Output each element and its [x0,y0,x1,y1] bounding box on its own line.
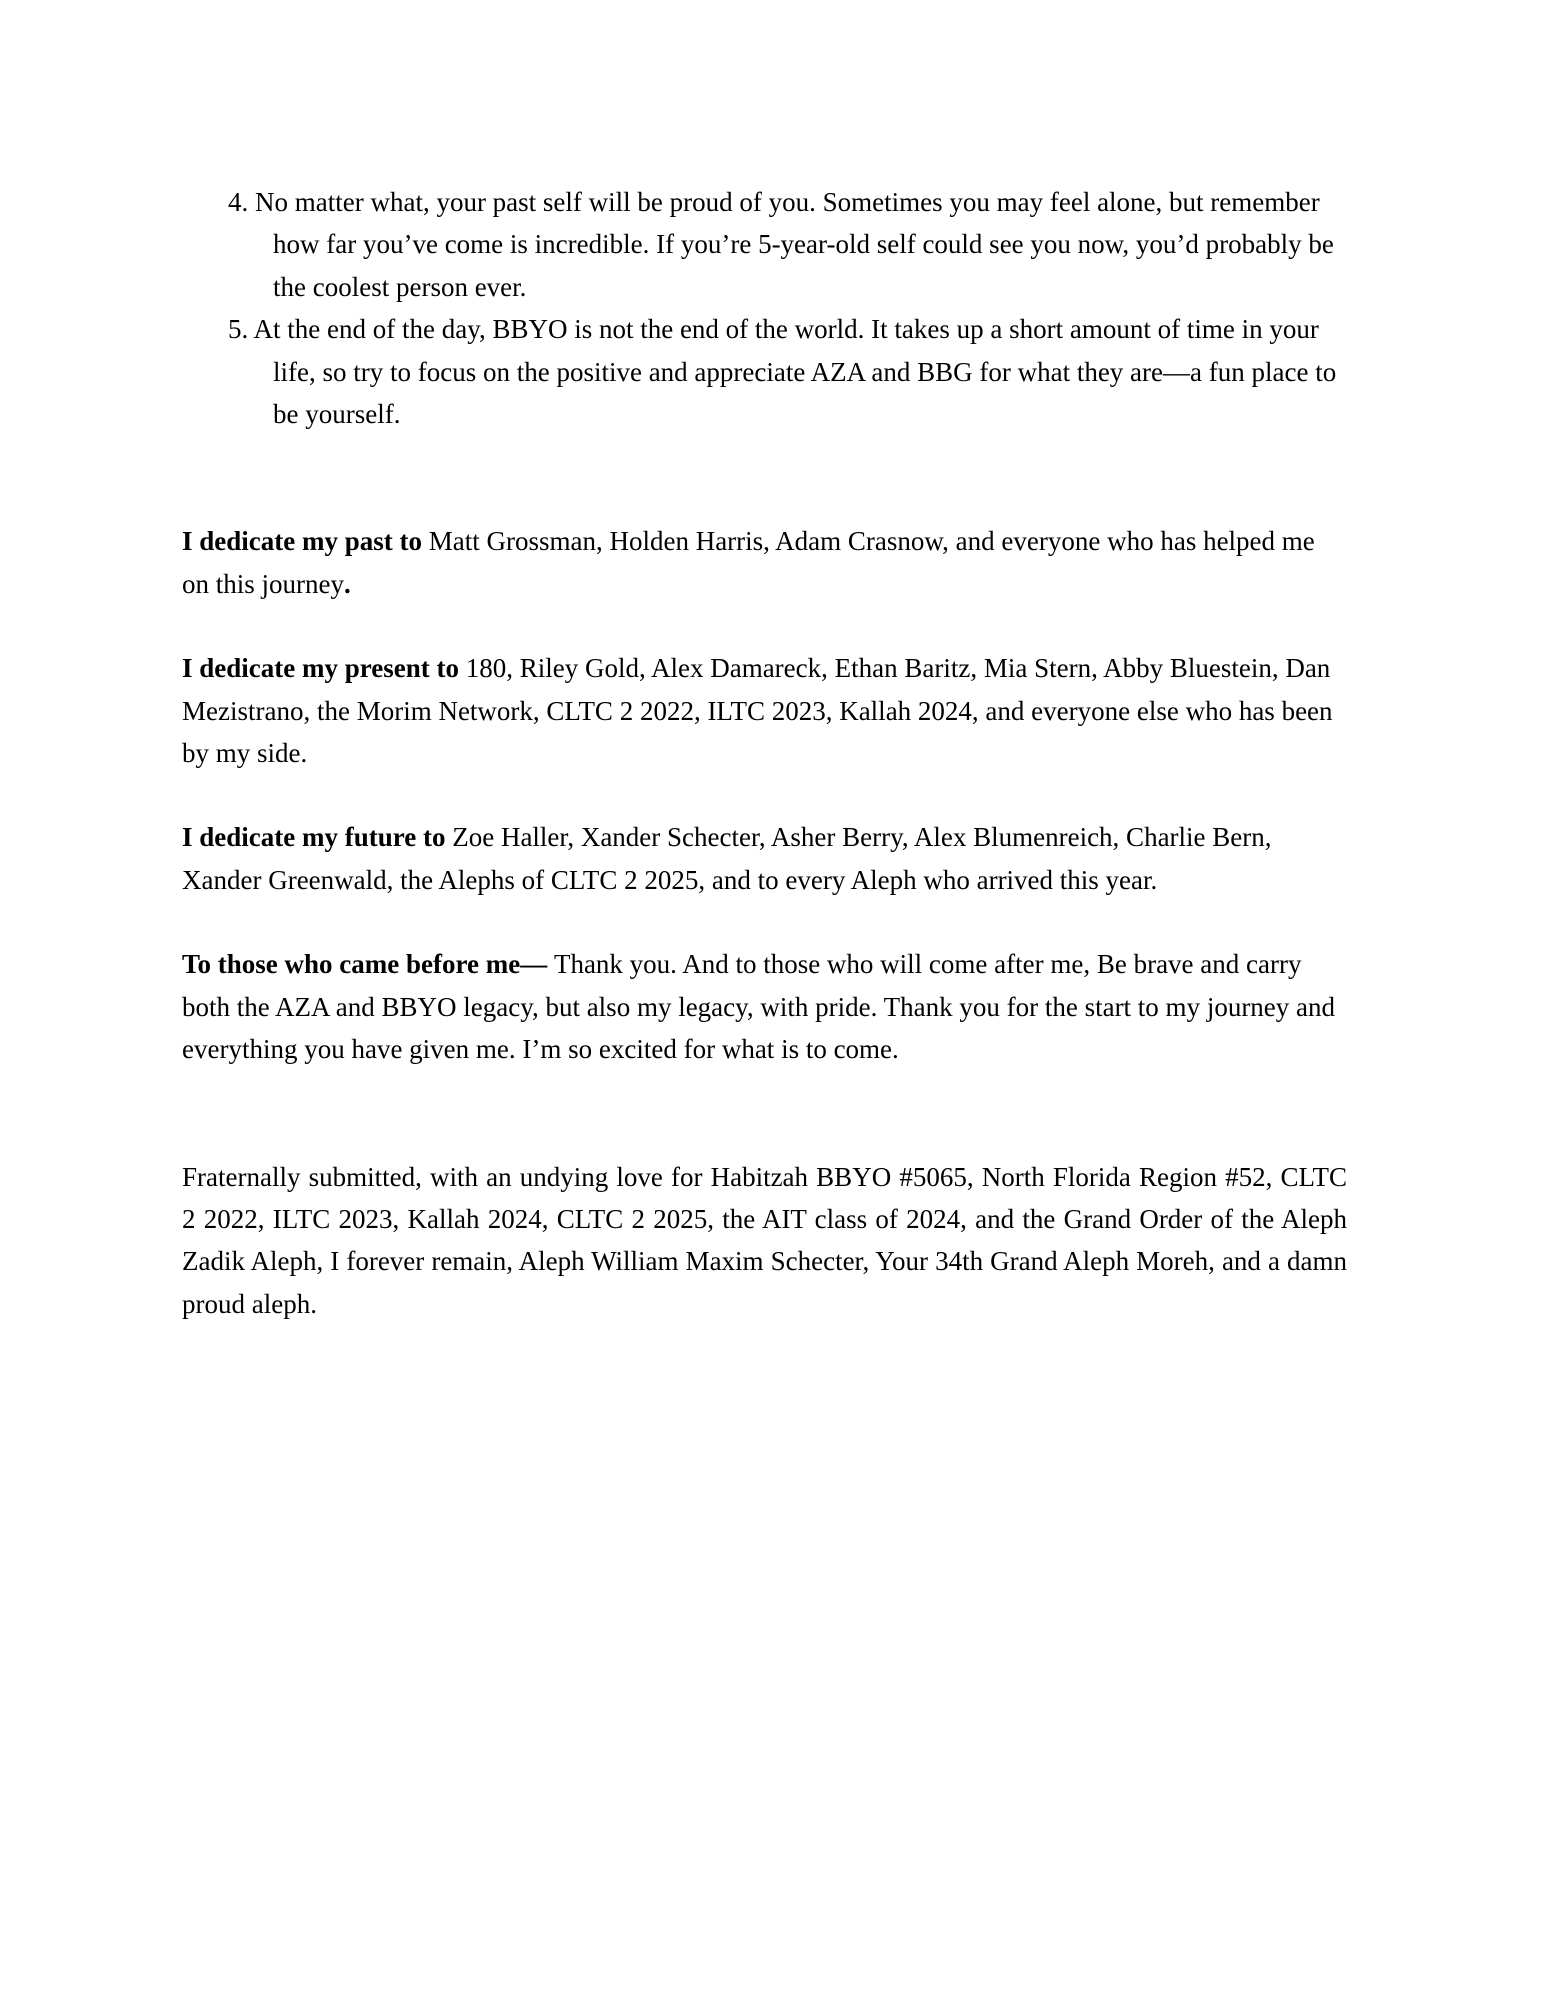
numbered-list [182,181,1347,435]
paragraph-text: Matt Grossman, Holden Harris, Adam Crasnow, and everyone who has helped me on this journey [182,526,1315,599]
paragraph [182,520,1347,605]
list-item [182,181,1347,308]
paragraph-bold-text: . [344,568,351,599]
paragraph-bold-text: I dedicate my past to [182,526,429,557]
paragraph [182,647,1347,774]
paragraph [182,1156,1347,1326]
paragraph [182,943,1347,1070]
paragraph-text: Zoe Haller, Xander Schecter, Asher Berry, Alex Blumenreich, Charlie Bern, Xander Greenwald, the Alephs of CLTC 2 2025, and to every Aleph who arrived this year. [182,822,1272,895]
list-item-text: At the end of the day, BBYO is not the end of the world. It takes up a short amount of time in your life, so try to focus on the positive and appreciate AZA and BBG for what they are—a fun place to be yourself. [253,314,1337,430]
paragraph-text: 180, Riley Gold, Alex Damareck, Ethan Baritz, Mia Stern, Abby Bluestein, Dan Mezistrano, the Morim Network, CLTC 2 2022, ILTC 2023, Kallah 2024, and everyone else who has been by my side. [182,653,1333,769]
paragraph-text: Thank you. And to those who will come after me, Be brave and carry both the AZA and BBYO legacy, but also my legacy, with pride. Thank you for the start to my journey and everything you have given me. I’m so excited for what is to come. [182,949,1336,1065]
list-item-text: No matter what, your past self will be proud of you. Sometimes you may feel alone, but remember how far you’ve come is incredible. If you’re 5-year-old self could see you now, you’d probably be the coolest person ever. [255,187,1334,302]
paragraph-bold-text: To those who came before me— [182,949,554,980]
paragraph-text: Fraternally submitted, with an undying love for Habitzah BBYO #5065, North Florida Region #52, CLTC 2 2022, ILTC 2023, Kallah 2024, CLTC 2 2025, the AIT class of 2024, and the Grand Order of the Aleph Zadik Aleph, I forever remain, Aleph William Maxim Schecter, Your 34th Grand Aleph Moreh, and a damn proud aleph. [182,1161,1347,1319]
paragraph-bold-text: I dedicate my future to [182,822,453,853]
list-item-number: 5. [228,314,249,345]
paragraph [182,816,1347,901]
list-item [182,308,1347,435]
paragraph-bold-text: I dedicate my present to [182,653,466,684]
list-item-number: 4. [228,187,249,217]
paragraphs-section [182,520,1347,1325]
